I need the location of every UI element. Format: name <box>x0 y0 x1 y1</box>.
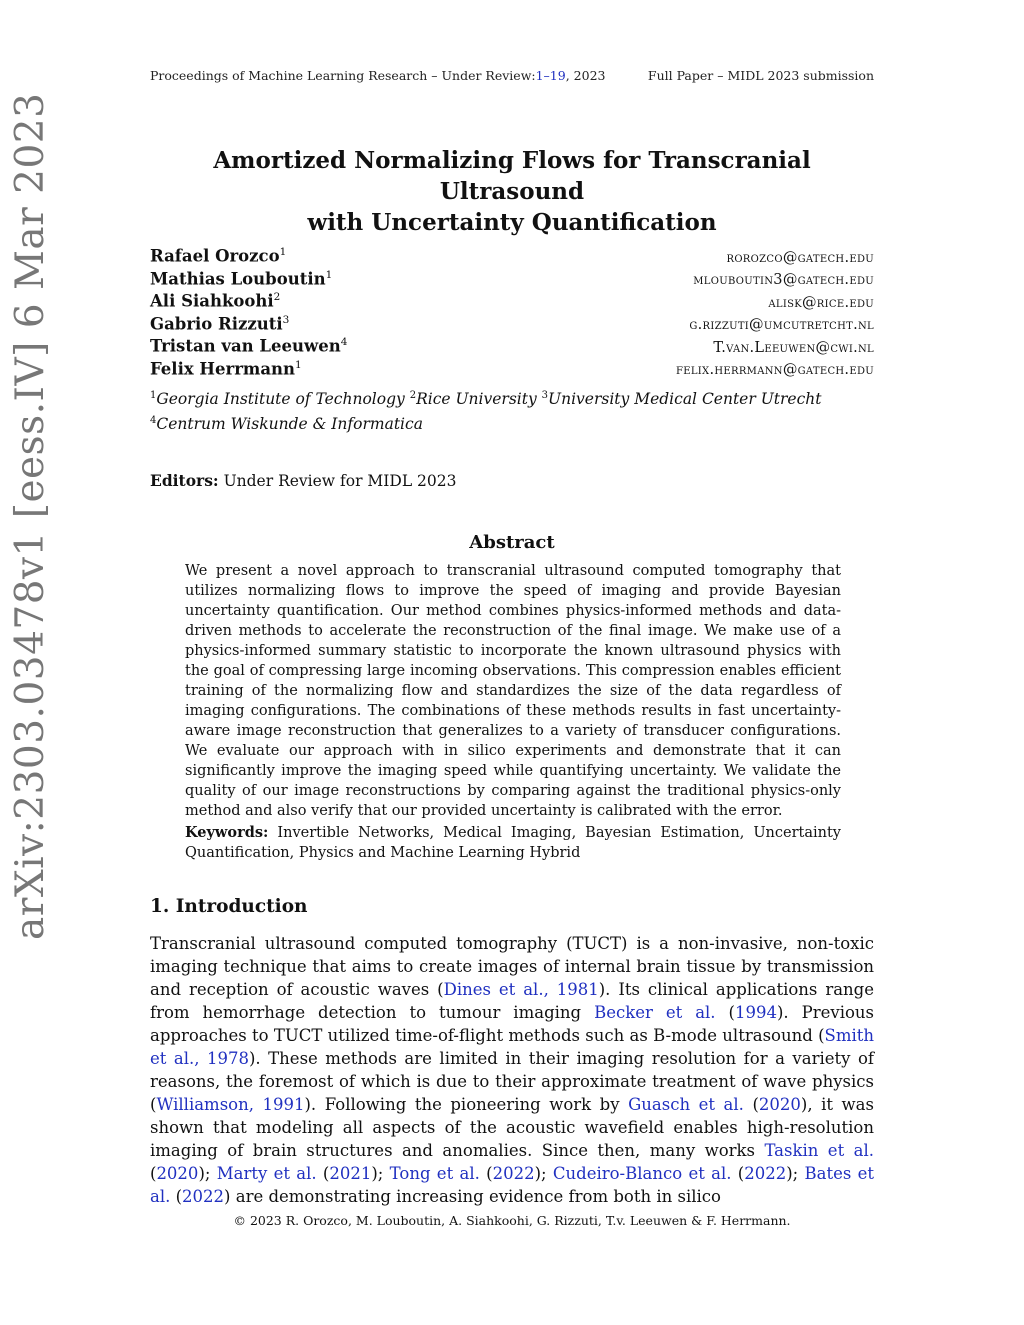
citation-link[interactable]: Taskin et al. <box>764 1141 874 1160</box>
intro-text: ( <box>316 1164 330 1183</box>
citation-link[interactable]: Bates et al. <box>150 1164 875 1206</box>
affiliation-cwi: Centrum Wiskunde & Informatica <box>156 415 423 434</box>
author-name: Mathias Louboutin <box>150 269 326 288</box>
intro-text: ( <box>731 1164 745 1183</box>
intro-text: Transcranial ultrasound computed tomography (TUCT) is a non-invasive, non-toxic imaging technique that aims to create images of internal brain tissue by transmission and reception of acoustic waves ( <box>150 934 874 999</box>
running-header-right: Full Paper – MIDL 2023 submission <box>647 68 874 83</box>
citation-link[interactable]: 2020 <box>156 1164 199 1183</box>
keywords-value: Invertible Networks, Medical Imaging, Bayesian Estimation, Uncertainty Quantification, Physics and Machine Learning Hybrid <box>185 825 841 861</box>
citation-link[interactable]: 2022 <box>492 1164 535 1183</box>
author-row <box>150 336 874 359</box>
affiliation-georgia-tech: Georgia Institute of Technology <box>156 390 405 409</box>
citation-link[interactable]: Smith et al., 1978 <box>150 1026 874 1068</box>
affiliation-line-1 <box>150 385 821 410</box>
running-header-left <box>150 68 605 83</box>
citation-link[interactable]: 2021 <box>329 1164 372 1183</box>
intro-text: ). Its clinical applications range from hemorrhage detection to tumour imaging <box>150 980 874 1022</box>
header-venue: Proceedings of Machine Learning Research – Under Review: <box>150 68 536 83</box>
pages-link[interactable]: 1–19 <box>535 68 566 83</box>
editors-label: Editors: <box>150 471 219 490</box>
intro-text: ). Following the pioneering work by <box>304 1095 629 1114</box>
citation-link[interactable]: Marty et al. <box>216 1164 317 1183</box>
intro-text: ( <box>170 1187 183 1206</box>
author-email[interactable]: rorozco@gatech.edu <box>726 249 874 266</box>
header-year: , 2023 <box>565 68 606 83</box>
intro-text: ); <box>198 1164 217 1183</box>
author-row <box>150 246 874 269</box>
abstract-text: We present a novel approach to transcranial ultrasound computed tomography that utilizes normalizing flows to improve the speed of imaging and provide Bayesian uncertainty quantification. Our method combines physics-informed methods and data-driven methods to accelerate the reconstruction of the final image. We make use of a physics-informed summary statistic to incorporate the known ultrasound physics with the goal of compressing large incoming observations. This compression enables efficient training of the normalizing flow and standardizes the size of the data regardless of imaging configurations. The combinations of these methods results in fast uncertainty-aware image reconstruction that generalizes to a variety of transducer configurations. We evaluate our approach with in silico experiments and demonstrate that it can significantly improve the imaging speed while quantifying uncertainty. We validate the quality of our image reconstructions by comparing against the traditional physics-only method and also verify that our provided uncertainty is calibrated with the error. <box>185 563 841 819</box>
citation-link[interactable]: Williamson, 1991 <box>156 1095 305 1114</box>
author-email[interactable]: alisk@rice.edu <box>768 294 874 311</box>
affiliation-line-2 <box>150 410 821 435</box>
intro-text: ( <box>715 1003 735 1022</box>
intro-text: ( <box>743 1095 759 1114</box>
citation-link[interactable]: Cudeiro-Blanco et al. <box>552 1164 732 1183</box>
author-name: Tristan van Leeuwen <box>150 336 341 356</box>
intro-text: ( <box>150 1164 157 1183</box>
author-affil-mark: 3 <box>282 313 290 326</box>
citation-link[interactable]: Tong et al. <box>389 1164 480 1183</box>
paper-title <box>150 145 874 238</box>
author-affil-mark: 2 <box>273 291 281 303</box>
affil-mark: 4 <box>150 415 157 427</box>
affil-mark: 3 <box>541 390 549 401</box>
intro-text: ), it was shown that modeling all aspects of the acoustic wavefield enables high-resolution imaging of brain structures and anomalies. Since then, many works <box>150 1095 874 1160</box>
section-heading-introduction: 1. Introduction <box>150 896 308 917</box>
intro-text: ). Previous approaches to TUCT utilized time-of-flight methods such as B-mode ultrasound ( <box>150 1003 875 1045</box>
intro-text: ); <box>534 1164 553 1183</box>
author-affil-mark: 1 <box>279 246 287 258</box>
copyright-footer: © 2023 R. Orozco, M. Louboutin, A. Siahkoohi, G. Rizzuti, T.v. Leeuwen & F. Herrmann. <box>233 1213 791 1228</box>
citation-link[interactable]: Guasch et al. <box>628 1095 744 1114</box>
title-line-1: Amortized Normalizing Flows for Transcranial Ultrasound <box>213 147 811 205</box>
abstract-heading: Abstract <box>469 532 555 553</box>
author-email[interactable]: g.rizzuti@umcutretcht.nl <box>689 317 874 333</box>
citation-link[interactable]: 2022 <box>744 1164 787 1183</box>
author-name: Gabrio Rizzuti <box>150 314 283 333</box>
affil-mark: 2 <box>409 390 417 401</box>
author-row <box>150 269 874 292</box>
author-row <box>150 314 874 337</box>
intro-text: ( <box>479 1164 493 1183</box>
arxiv-sidebar-stamp: arXiv:2303.03478v1 [eess.IV] 6 Mar 2023 <box>8 92 53 940</box>
author-name: Ali Siahkoohi <box>150 291 274 311</box>
affiliation-rice: Rice University <box>416 390 537 409</box>
introduction-paragraph <box>150 932 874 1208</box>
affiliation-umc-utrecht: University Medical Center Utrecht <box>548 390 822 409</box>
intro-text: ). These methods are limited in their imaging resolution for a variety of reasons, the foremost of which is due to their approximate treatment of wave physics ( <box>150 1049 874 1114</box>
affiliations <box>150 385 821 435</box>
citation-link[interactable]: 1994 <box>734 1003 777 1022</box>
author-email[interactable]: mlouboutin3@gatech.edu <box>693 272 874 288</box>
keywords-label: Keywords: <box>185 824 269 841</box>
intro-text: ) are demonstrating increasing evidence from both in silico <box>224 1187 721 1206</box>
author-affil-mark: 4 <box>340 336 348 348</box>
intro-text: ); <box>786 1164 805 1183</box>
citation-link[interactable]: Dines et al., 1981 <box>443 980 599 999</box>
author-block <box>150 246 874 381</box>
title-line-2: with Uncertainty Quantification <box>307 209 717 236</box>
author-email[interactable]: felix.herrmann@gatech.edu <box>676 362 874 378</box>
citation-link[interactable]: 2020 <box>758 1095 801 1114</box>
author-email[interactable]: T.van.Leeuwen@cwi.nl <box>713 339 874 356</box>
author-name: Felix Herrmann <box>150 359 296 378</box>
editors-value: Under Review for MIDL 2023 <box>223 472 457 490</box>
author-affil-mark: 1 <box>325 268 333 281</box>
editors-line <box>150 471 457 490</box>
citation-link[interactable]: Becker et al. <box>594 1003 716 1022</box>
intro-text: ); <box>371 1164 390 1183</box>
author-row <box>150 359 874 382</box>
keywords-line <box>185 823 841 863</box>
author-affil-mark: 1 <box>295 358 302 371</box>
affil-mark: 1 <box>150 390 157 401</box>
author-row <box>150 291 874 314</box>
citation-link[interactable]: 2022 <box>182 1187 225 1206</box>
author-name: Rafael Orozco <box>150 246 280 266</box>
